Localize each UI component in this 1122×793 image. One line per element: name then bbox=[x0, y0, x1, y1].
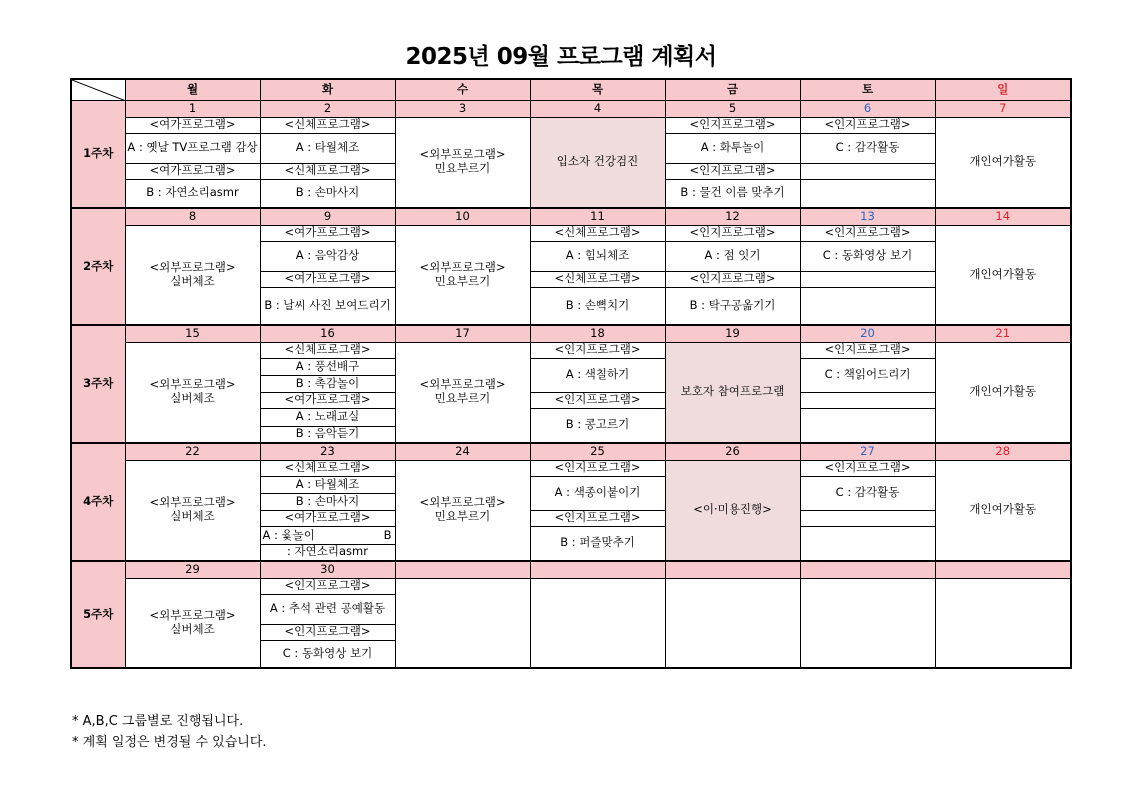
date-cell: 30 bbox=[260, 561, 395, 578]
date-cell: 2 bbox=[260, 100, 395, 117]
date-cell: 24 bbox=[395, 443, 530, 460]
activity-c: C : 동화영상 보기 bbox=[800, 241, 935, 271]
date-cell: 25 bbox=[530, 443, 665, 460]
activity-b: B : 촉감놀이 bbox=[260, 375, 395, 392]
empty-cell bbox=[800, 578, 935, 668]
program-type: <여가프로그램> bbox=[260, 225, 395, 241]
empty-cell bbox=[800, 392, 935, 408]
program-type: <외부프로그램> bbox=[419, 147, 506, 162]
date-cell: 16 bbox=[260, 325, 395, 342]
date-cell: 22 bbox=[125, 443, 260, 460]
activity-a: A : 타월체조 bbox=[260, 133, 395, 163]
date-cell: 19 bbox=[665, 325, 800, 342]
program-type: <신체프로그램> bbox=[530, 271, 665, 287]
date-cell: 12 bbox=[665, 208, 800, 225]
program-type: <신체프로그램> bbox=[260, 163, 395, 179]
program-type: <신체프로그램> bbox=[530, 225, 665, 241]
activity-a: A : 타월체조 bbox=[260, 476, 395, 493]
date-cell: 18 bbox=[530, 325, 665, 342]
date-cell: 28 bbox=[935, 443, 1071, 460]
date-cell: 10 bbox=[395, 208, 530, 225]
activity: 민요부르기 bbox=[434, 509, 491, 524]
schedule-cell bbox=[395, 117, 530, 208]
activity: 개인여가활동 bbox=[935, 117, 1071, 208]
program-type: <여가프로그램> bbox=[260, 392, 395, 408]
schedule-cell bbox=[125, 578, 260, 668]
activity-a: A : 힘뇌체조 bbox=[530, 241, 665, 271]
activity: 입소자 건강검진 bbox=[530, 117, 665, 208]
schedule-cell bbox=[125, 225, 260, 325]
program-type: <인지프로그램> bbox=[260, 578, 395, 594]
program-type: <신체프로그램> bbox=[260, 342, 395, 358]
program-type: <인지프로그램> bbox=[665, 163, 800, 179]
footnotes bbox=[72, 711, 267, 753]
program-type: <외부프로그램> bbox=[419, 259, 506, 274]
activity-b: B : 음악듣기 bbox=[260, 426, 395, 443]
empty-cell bbox=[800, 526, 935, 561]
empty-date-cell bbox=[665, 561, 800, 578]
program-type: <인지프로그램> bbox=[530, 510, 665, 526]
activity-b: B : 물건 이름 맞추기 bbox=[665, 179, 800, 208]
date-cell: 29 bbox=[125, 561, 260, 578]
activity-c: C : 감각활동 bbox=[800, 133, 935, 163]
date-cell: 6 bbox=[800, 100, 935, 117]
program-type: <신체프로그램> bbox=[260, 460, 395, 476]
footnote: * A,B,C 그룹별로 진행됩니다. bbox=[72, 714, 244, 729]
activity: 민요부르기 bbox=[434, 391, 491, 406]
program-type: <외부프로그램> bbox=[149, 377, 236, 392]
week-label-5: 5주차 bbox=[71, 561, 125, 668]
date-cell: 1 bbox=[125, 100, 260, 117]
program-type: <인지프로그램> bbox=[530, 342, 665, 358]
corner-cell bbox=[71, 79, 125, 100]
activity: 개인여가활동 bbox=[935, 460, 1071, 561]
date-cell: 4 bbox=[530, 100, 665, 117]
activity-a-b-row bbox=[260, 526, 395, 544]
footnote: * 계획 일정은 변경될 수 있습니다. bbox=[72, 735, 267, 750]
activity-c: C : 감각활동 bbox=[800, 476, 935, 510]
date-cell: 9 bbox=[260, 208, 395, 225]
activity-b: B : 날씨 사진 보여드리기 bbox=[260, 287, 395, 325]
program-type: <인지프로그램> bbox=[665, 271, 800, 287]
empty-date-cell bbox=[935, 561, 1071, 578]
day-header-mon: 월 bbox=[125, 79, 260, 100]
activity-b-label: B bbox=[383, 527, 392, 542]
activity-a: A : 윷놀이 bbox=[262, 527, 315, 542]
activity-a: A : 노래교실 bbox=[260, 408, 395, 426]
empty-cell bbox=[530, 578, 665, 668]
empty-cell bbox=[935, 578, 1071, 668]
empty-cell bbox=[800, 179, 935, 208]
activity-b: B : 콩고르기 bbox=[530, 408, 665, 443]
date-cell: 21 bbox=[935, 325, 1071, 342]
empty-cell bbox=[800, 271, 935, 287]
activity: 실버체조 bbox=[170, 391, 215, 406]
program-type: <인지프로그램> bbox=[800, 225, 935, 241]
diagonal-line bbox=[72, 80, 125, 100]
program-type: <여가프로그램> bbox=[125, 163, 260, 179]
activity-b: B : 탁구공옮기기 bbox=[665, 287, 800, 325]
activity-b: B : 손마사지 bbox=[260, 179, 395, 208]
date-cell: 3 bbox=[395, 100, 530, 117]
activity-a: A : 추석 관련 공예활동 bbox=[260, 594, 395, 624]
program-type: <신체프로그램> bbox=[260, 117, 395, 133]
program-type: <여가프로그램> bbox=[125, 117, 260, 133]
activity-b: : 자연소리asmr bbox=[260, 544, 395, 561]
empty-date-cell bbox=[530, 561, 665, 578]
program-type: <외부프로그램> bbox=[149, 607, 236, 622]
week-label-3: 3주차 bbox=[71, 325, 125, 443]
date-cell: 7 bbox=[935, 100, 1071, 117]
activity: 개인여가활동 bbox=[935, 342, 1071, 443]
program-type: <외부프로그램> bbox=[149, 495, 236, 510]
schedule-cell bbox=[395, 342, 530, 443]
program-type: <인지프로그램> bbox=[665, 225, 800, 241]
week-label-2: 2주차 bbox=[71, 208, 125, 325]
empty-date-cell bbox=[800, 561, 935, 578]
program-calendar bbox=[70, 78, 1072, 669]
activity-a: A : 색칠하기 bbox=[530, 358, 665, 392]
activity: <이·미용진행> bbox=[665, 460, 800, 561]
activity-b: B : 퍼즐맞추기 bbox=[530, 526, 665, 561]
program-type: <인지프로그램> bbox=[800, 460, 935, 476]
activity: 개인여가활동 bbox=[935, 225, 1071, 325]
week-label-4: 4주차 bbox=[71, 443, 125, 561]
activity-c: C : 동화영상 보기 bbox=[260, 640, 395, 668]
activity-a: A : 풍선배구 bbox=[260, 358, 395, 375]
date-cell: 14 bbox=[935, 208, 1071, 225]
week-label-1: 1주차 bbox=[71, 100, 125, 208]
schedule-cell bbox=[125, 460, 260, 561]
activity-a: A : 화투놀이 bbox=[665, 133, 800, 163]
program-type: <인지프로그램> bbox=[800, 342, 935, 358]
program-type: <외부프로그램> bbox=[419, 495, 506, 510]
schedule-cell bbox=[395, 460, 530, 561]
empty-cell bbox=[665, 578, 800, 668]
program-type: <인지프로그램> bbox=[665, 117, 800, 133]
activity: 실버체조 bbox=[170, 621, 215, 636]
day-header-sat: 토 bbox=[800, 79, 935, 100]
date-cell: 8 bbox=[125, 208, 260, 225]
activity: 민요부르기 bbox=[434, 161, 491, 176]
program-type: <외부프로그램> bbox=[419, 377, 506, 392]
day-header-fri: 금 bbox=[665, 79, 800, 100]
activity-b: B : 자연소리asmr bbox=[125, 179, 260, 208]
activity-a: A : 옛날 TV프로그램 감상 bbox=[125, 133, 260, 163]
activity: 실버체조 bbox=[170, 273, 215, 288]
date-cell: 17 bbox=[395, 325, 530, 342]
activity-a: A : 색종이붙이기 bbox=[530, 476, 665, 510]
activity: 민요부르기 bbox=[434, 273, 491, 288]
activity-b: B : 손뼉치기 bbox=[530, 287, 665, 325]
empty-cell bbox=[800, 163, 935, 179]
date-cell: 26 bbox=[665, 443, 800, 460]
day-header-wed: 수 bbox=[395, 79, 530, 100]
date-cell: 13 bbox=[800, 208, 935, 225]
schedule-cell bbox=[125, 342, 260, 443]
empty-cell bbox=[395, 578, 530, 668]
date-cell: 5 bbox=[665, 100, 800, 117]
program-type: <여가프로그램> bbox=[260, 510, 395, 526]
day-header-sun: 일 bbox=[935, 79, 1071, 100]
date-cell: 11 bbox=[530, 208, 665, 225]
activity-a: A : 점 잇기 bbox=[665, 241, 800, 271]
empty-cell bbox=[800, 510, 935, 526]
day-header-thu: 목 bbox=[530, 79, 665, 100]
program-type: <인지프로그램> bbox=[800, 117, 935, 133]
date-cell: 20 bbox=[800, 325, 935, 342]
empty-cell bbox=[800, 408, 935, 443]
program-type: <인지프로그램> bbox=[530, 460, 665, 476]
program-type: <외부프로그램> bbox=[149, 259, 236, 274]
activity: 실버체조 bbox=[170, 509, 215, 524]
date-cell: 23 bbox=[260, 443, 395, 460]
page-title: 2025년 09월 프로그램 계획서 bbox=[405, 44, 717, 70]
date-cell: 15 bbox=[125, 325, 260, 342]
day-header-tue: 화 bbox=[260, 79, 395, 100]
activity: 보호자 참여프로그램 bbox=[665, 342, 800, 443]
schedule-cell bbox=[395, 225, 530, 325]
empty-date-cell bbox=[395, 561, 530, 578]
activity-a: A : 음악감상 bbox=[260, 241, 395, 271]
empty-cell bbox=[800, 287, 935, 325]
program-type: <인지프로그램> bbox=[260, 624, 395, 640]
program-type: <인지프로그램> bbox=[530, 392, 665, 408]
activity-c: C : 책읽어드리기 bbox=[800, 358, 935, 392]
program-type: <여가프로그램> bbox=[260, 271, 395, 287]
activity-b: B : 손마사지 bbox=[260, 493, 395, 510]
date-cell: 27 bbox=[800, 443, 935, 460]
